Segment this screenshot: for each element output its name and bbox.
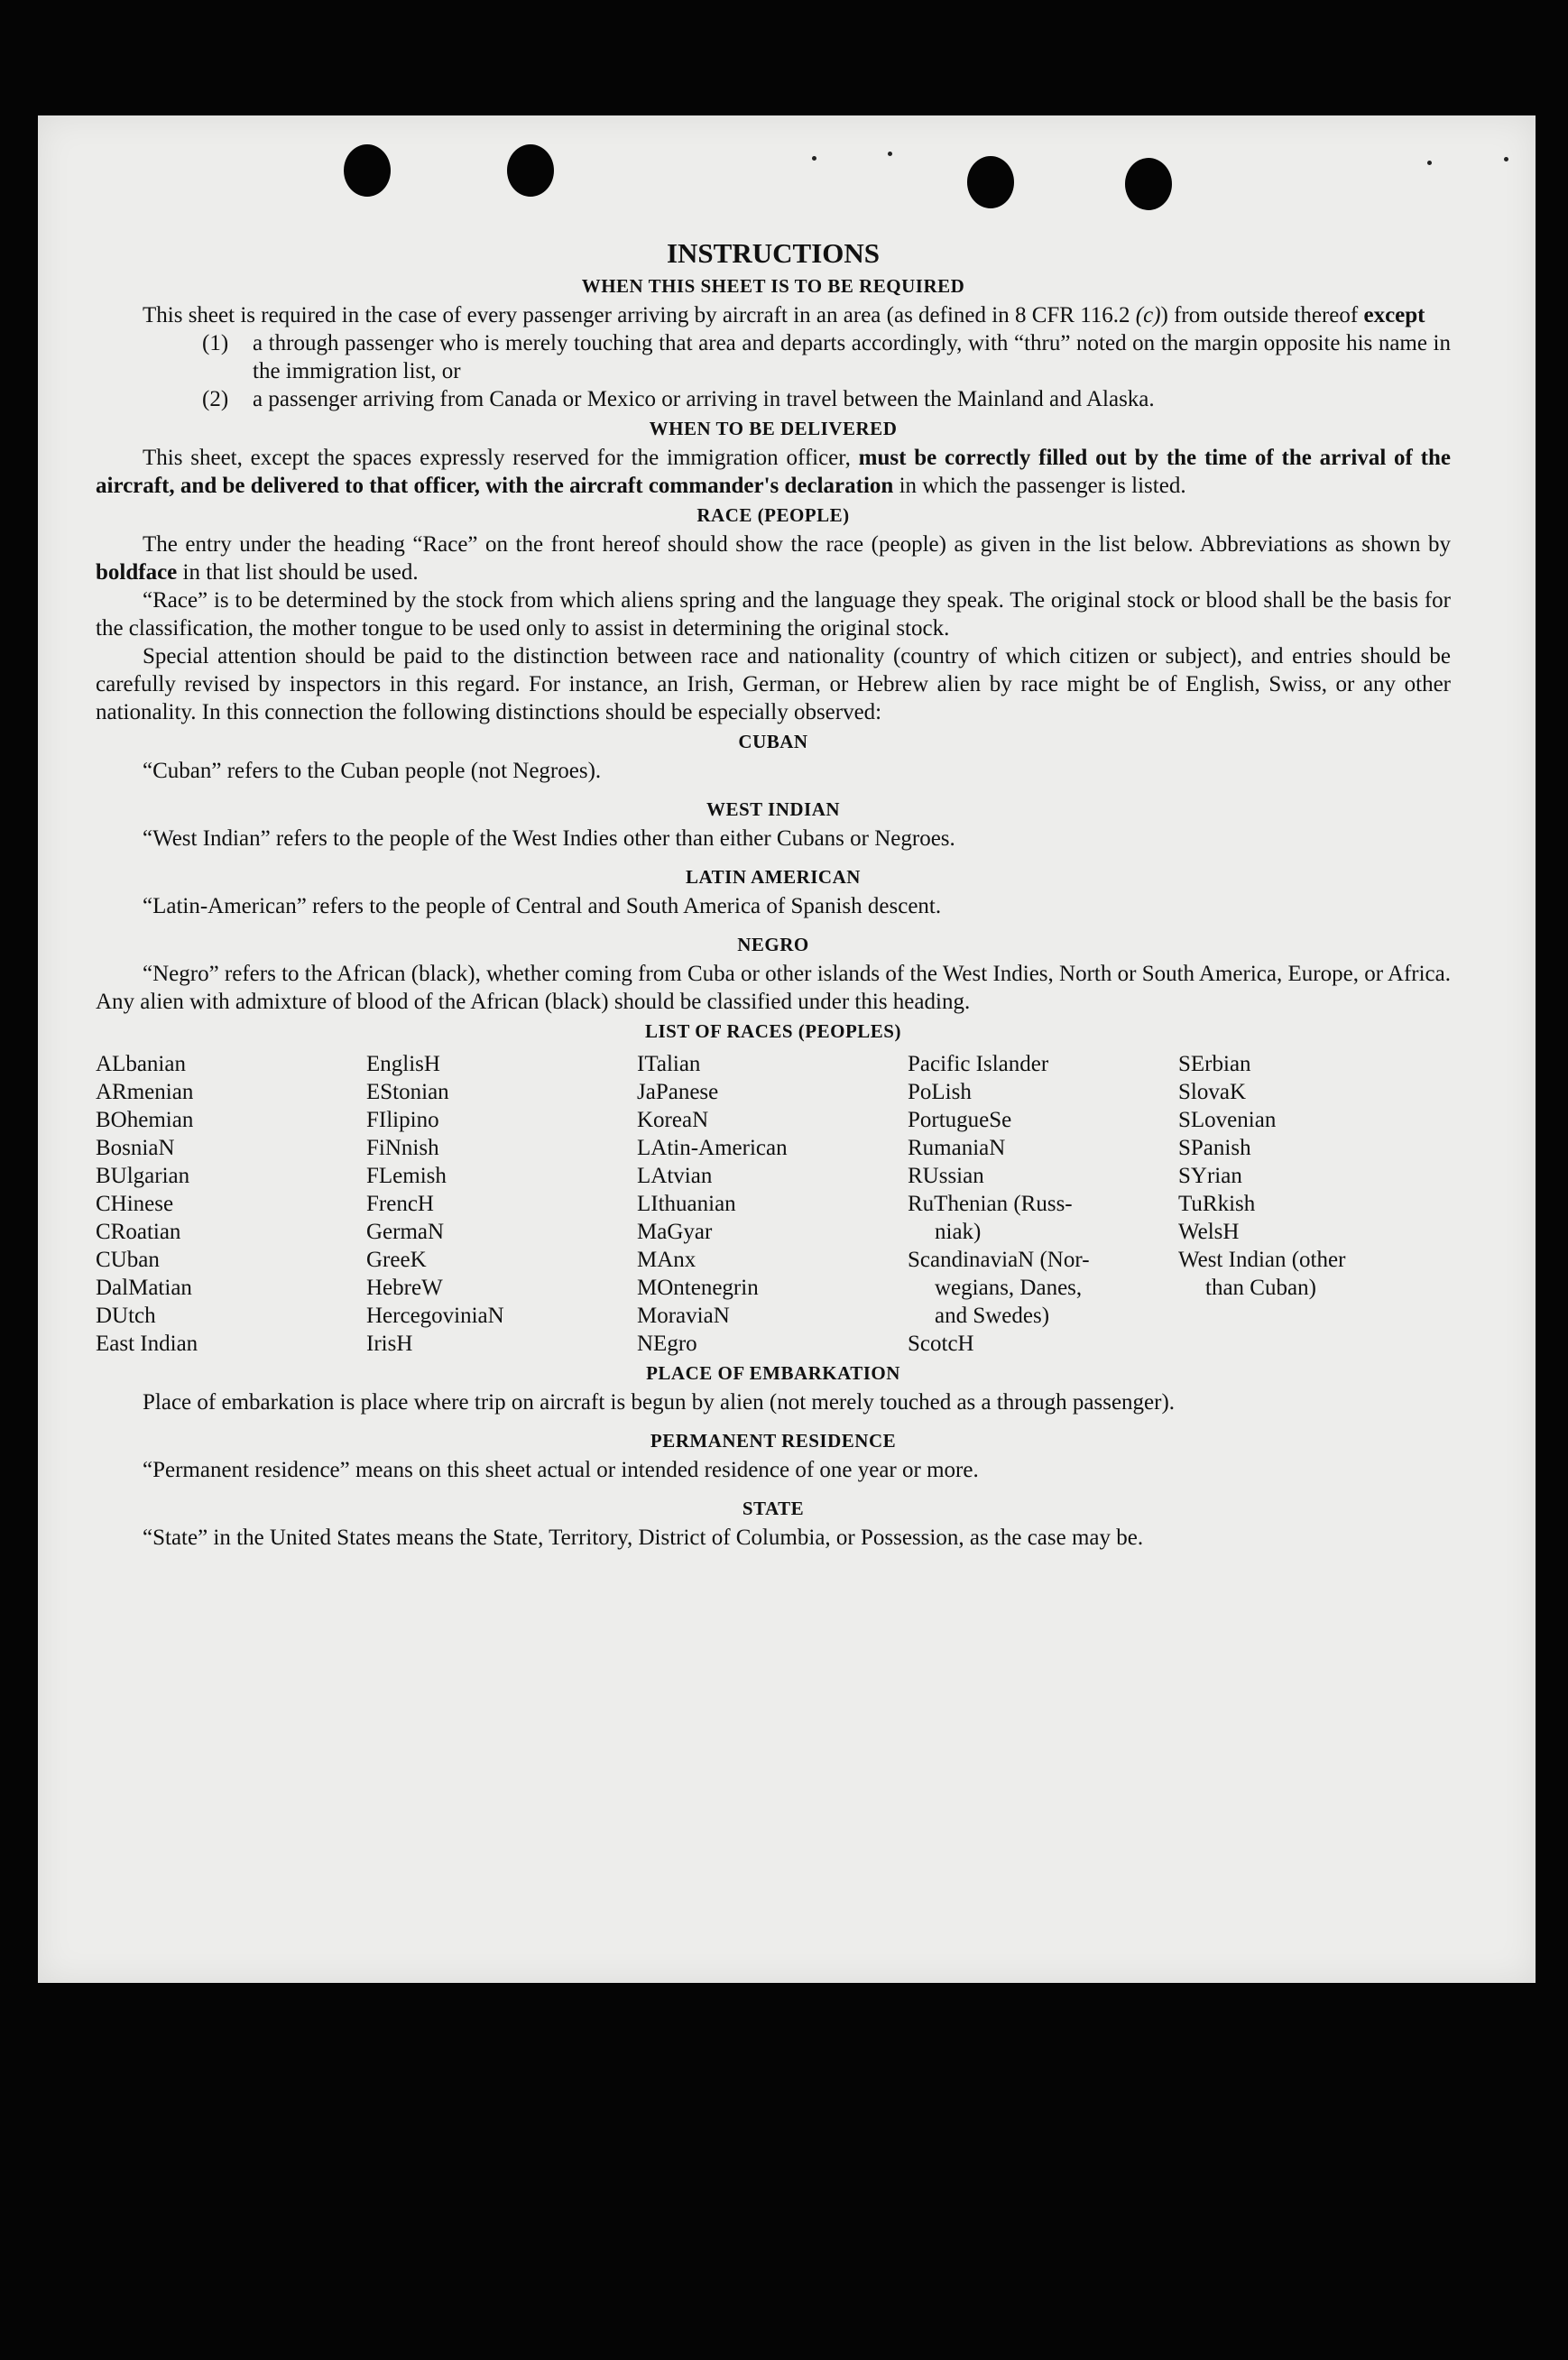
paragraph-state: “State” in the United States means the State, Territory, District of Columbia, or Possession, as the case may be. — [143, 1526, 1144, 1550]
race-entry: wegians, Danes, — [935, 1276, 1083, 1300]
punch-hole — [967, 156, 1014, 208]
race-entry: RuThenian (Russ- — [908, 1192, 1073, 1216]
race-entry: EStonian — [366, 1080, 449, 1104]
race-entry: RUssian — [908, 1164, 984, 1188]
paper-speck — [888, 152, 892, 156]
exception-item: (2) a passenger arriving from Canada or Mexico or arriving in travel between the Mainland and Alaska. — [202, 387, 1155, 411]
race-entry: CUban — [96, 1248, 160, 1272]
paper-speck — [1504, 157, 1508, 161]
paragraph-negro: “Negro” refers to the African (black), whether coming from Cuba or other islands of the West Indies, North or South America, Europe, or Africa. Any alien with admixture of blood of the African (black) should be classified under this heading. — [96, 962, 1451, 1014]
document-sheet — [38, 115, 1536, 1983]
paragraph-race-3: Special attention should be paid to the distinction between race and nationality (country of which citizen or subject), and entries should be carefully revised by inspectors in this regard. For instance, an Irish, German, or Hebrew alien by race might be of English, Swiss, or any other nationality. In this connection the following distinctions should be especially observed: — [96, 644, 1451, 724]
race-entry: GermaN — [366, 1220, 445, 1244]
races-column — [637, 1050, 908, 1358]
paragraph-when-delivered: This sheet, except the spaces expressly reserved for the immigration officer, must be correctly filled out by the time of the arrival of the aircraft, and be delivered to that officer, with the aircraft commander's declaration in which the passenger is listed. — [96, 446, 1452, 498]
race-entry: LIthuanian — [637, 1192, 736, 1216]
race-entry: West Indian (other — [1178, 1248, 1346, 1272]
paragraph-race-1: The entry under the heading “Race” on the front hereof should show the race (people) as given in the list below. Abbreviations as shown by boldface in that list should be used. — [96, 532, 1451, 585]
races-column — [1178, 1050, 1449, 1358]
heading-list-of-races: LIST OF RACES (PEOPLES) — [645, 1020, 901, 1042]
race-entry: FIlipino — [366, 1108, 439, 1132]
punch-hole — [344, 144, 391, 197]
race-entry: KoreaN — [637, 1108, 709, 1132]
heading-latin-american: LATIN AMERICAN — [686, 866, 861, 888]
race-entry: CHinese — [96, 1192, 174, 1216]
paragraph-cuban: “Cuban” refers to the Cuban people (not Negroes). — [143, 759, 602, 783]
race-entry: FrencH — [366, 1192, 434, 1216]
paragraph-race-2: “Race” is to be determined by the stock from which aliens spring and the language they speak. The original stock or blood shall be the basis for the classification, the mother tongue to be used only to assist in determining the original stock. — [96, 588, 1451, 641]
race-entry: ALbanian — [96, 1052, 186, 1076]
paragraph-latin-american: “Latin-American” refers to the people of Central and South America of Spanish descent. — [143, 894, 942, 918]
race-entry: MaGyar — [637, 1220, 713, 1244]
race-entry: Pacific Islander — [908, 1052, 1049, 1076]
race-entry: BUlgarian — [96, 1164, 190, 1188]
paragraph-embarkation: Place of embarkation is place where trip on aircraft is begun by alien (not merely touched as a through passenger). — [143, 1390, 1176, 1415]
paper-speck — [812, 156, 816, 161]
race-entry: and Swedes) — [935, 1304, 1050, 1328]
race-entry: MoraviaN — [637, 1304, 730, 1328]
race-entry: than Cuban) — [1205, 1276, 1316, 1300]
race-entry: SlovaK — [1178, 1080, 1246, 1104]
races-column — [96, 1050, 366, 1358]
heading-when-required: WHEN THIS SHEET IS TO BE REQUIRED — [581, 275, 965, 297]
race-entry: niak) — [935, 1220, 982, 1244]
heading-west-indian: WEST INDIAN — [706, 798, 841, 820]
race-entry: LAtin-American — [637, 1136, 788, 1160]
race-entry: DalMatian — [96, 1276, 192, 1300]
race-entry: HebreW — [366, 1276, 443, 1300]
heading-race: RACE (PEOPLE) — [696, 504, 850, 526]
race-entry: PoLish — [908, 1080, 972, 1104]
instructions-content — [96, 236, 1451, 1552]
race-entry: SErbian — [1178, 1052, 1251, 1076]
heading-state: STATE — [742, 1498, 805, 1519]
race-entry: PortugueSe — [908, 1108, 1012, 1132]
race-entry: ScotcH — [908, 1332, 974, 1356]
punch-hole — [507, 144, 554, 197]
race-entry: SLovenian — [1178, 1108, 1277, 1132]
race-entry: SPanish — [1178, 1136, 1251, 1160]
race-entry: SYrian — [1178, 1164, 1242, 1188]
race-entry: FiNnish — [366, 1136, 439, 1160]
paragraph-residence: “Permanent residence” means on this sheet actual or intended residence of one year or more. — [143, 1458, 979, 1482]
race-entry: BOhemian — [96, 1108, 194, 1132]
races-list — [96, 1050, 1451, 1358]
race-entry: ARmenian — [96, 1080, 194, 1104]
race-entry: EnglisH — [366, 1052, 440, 1076]
heading-cuban: CUBAN — [738, 731, 808, 752]
race-entry: RumaniaN — [908, 1136, 1006, 1160]
heading-negro: NEGRO — [737, 934, 809, 955]
race-entry: JaPanese — [637, 1080, 719, 1104]
race-entry: ITalian — [637, 1052, 701, 1076]
race-entry: MAnx — [637, 1248, 696, 1272]
race-entry: ScandinaviaN (Nor- — [908, 1248, 1090, 1272]
heading-residence: PERMANENT RESIDENCE — [650, 1430, 897, 1452]
race-entry: NEgro — [637, 1332, 697, 1356]
race-entry: GreeK — [366, 1248, 427, 1272]
race-entry: FLemish — [366, 1164, 447, 1188]
race-entry: IrisH — [366, 1332, 413, 1356]
exception-item: (1) a through passenger who is merely touching that area and departs accordingly, with “thru” noted on the margin opposite his name in the immigration list, or — [202, 331, 1451, 383]
punch-hole — [1125, 158, 1172, 210]
race-entry: LAtvian — [637, 1164, 713, 1188]
race-entry: DUtch — [96, 1304, 156, 1328]
page-title: INSTRUCTIONS — [666, 237, 880, 269]
races-column — [366, 1050, 637, 1358]
race-entry: WelsH — [1178, 1220, 1240, 1244]
paragraph-west-indian: “West Indian” refers to the people of the West Indies other than either Cubans or Negroes. — [143, 826, 955, 851]
heading-embarkation: PLACE OF EMBARKATION — [646, 1362, 900, 1384]
race-entry: BosniaN — [96, 1136, 175, 1160]
heading-when-delivered: WHEN TO BE DELIVERED — [649, 418, 898, 439]
races-column — [908, 1050, 1178, 1358]
paper-speck — [1427, 161, 1432, 165]
race-entry: HercegoviniaN — [366, 1304, 504, 1328]
race-entry: MOntenegrin — [637, 1276, 759, 1300]
race-entry: TuRkish — [1178, 1192, 1256, 1216]
paragraph-when-required: This sheet is required in the case of every passenger arriving by aircraft in an area (as defined in 8 CFR 116.2 (c)) from outside thereof except — [143, 303, 1425, 327]
race-entry: CRoatian — [96, 1220, 181, 1244]
race-entry: East Indian — [96, 1332, 198, 1356]
